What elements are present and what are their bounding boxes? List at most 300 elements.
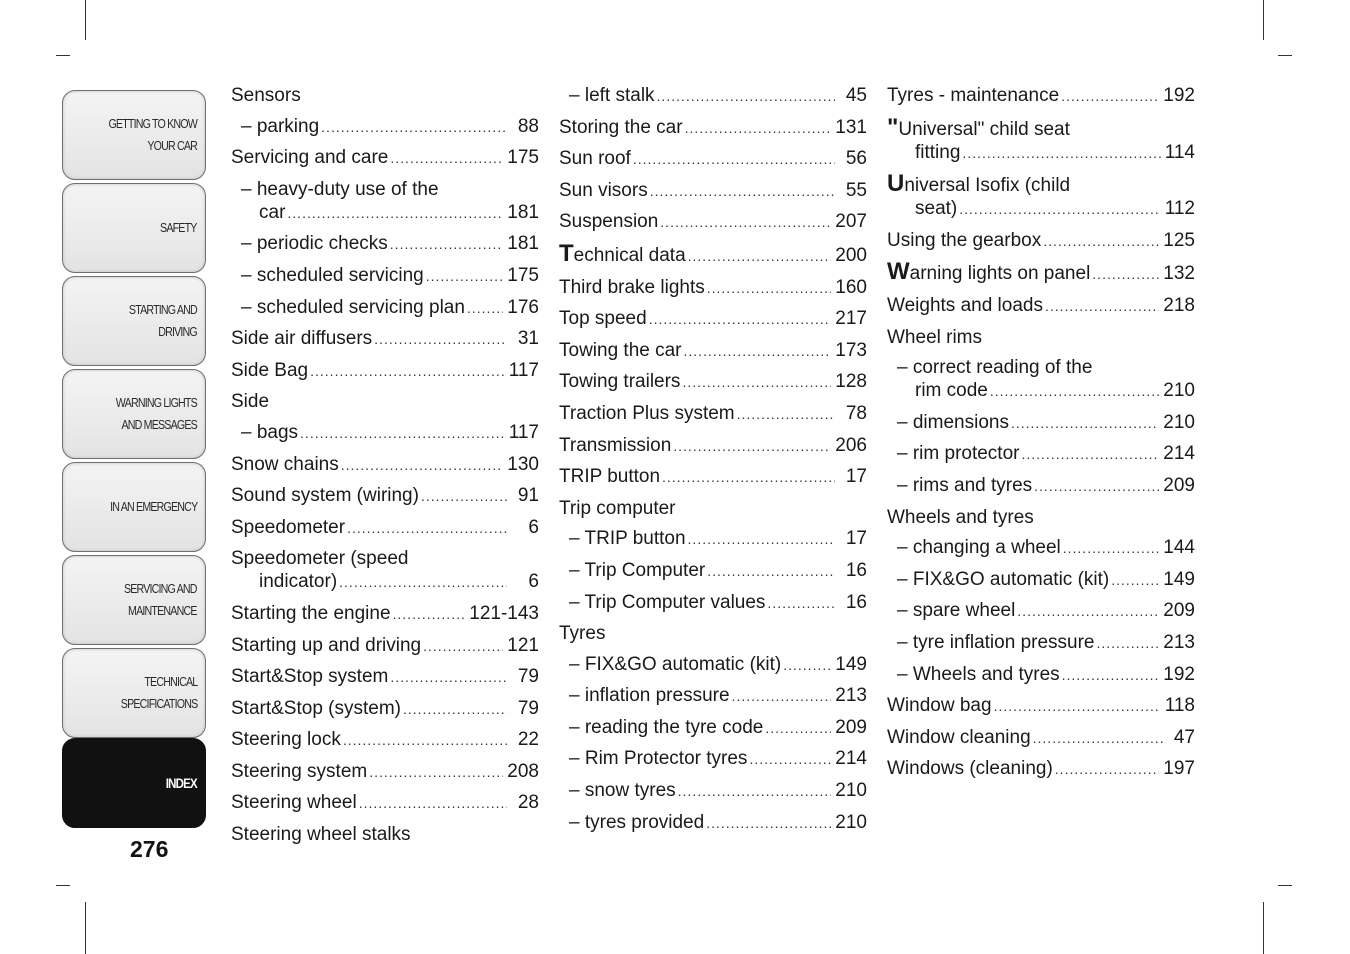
- page-ref: 31: [517, 328, 539, 350]
- index-entry[interactable]: [231, 453, 539, 477]
- tab-getting-to-know-your-car[interactable]: [62, 90, 206, 180]
- entry-line: [231, 390, 539, 413]
- entry-text: Towing trailers: [559, 371, 681, 393]
- index-entry[interactable]: [559, 527, 867, 551]
- entry-line: [887, 141, 1195, 165]
- entry-text: – FIX&GO automatic (kit): [569, 653, 782, 675]
- entry-text: – tyre inflation pressure: [897, 631, 1095, 653]
- page-ref: 218: [1163, 294, 1195, 316]
- entry-line: [559, 716, 867, 740]
- page-ref: 206: [835, 434, 867, 456]
- page-ref: 192: [1163, 85, 1195, 106]
- page-ref: 16: [845, 591, 867, 613]
- page-ref: 28: [517, 792, 539, 814]
- leader-dots: [673, 435, 831, 458]
- page-ref: 181: [507, 201, 539, 223]
- index-entry[interactable]: [231, 484, 539, 508]
- leader-dots: [678, 780, 832, 803]
- entry-line: [559, 527, 867, 551]
- entry-text: arning lights on panel: [909, 263, 1091, 285]
- index-entry[interactable]: [559, 402, 867, 426]
- crop-mark: [1263, 0, 1264, 40]
- leader-dots: [1045, 295, 1159, 318]
- index-entry[interactable]: [559, 307, 867, 331]
- crop-mark: [85, 0, 86, 40]
- leader-dots: [321, 116, 507, 139]
- index-entry[interactable]: [559, 779, 867, 803]
- entry-text-continued: indicator): [259, 571, 338, 593]
- entry-text: Start&Stop (system): [231, 697, 401, 719]
- entry-text: – bags: [241, 421, 299, 443]
- page-ref: 45: [845, 85, 867, 106]
- leader-dots: [994, 695, 1161, 718]
- index-entry[interactable]: [559, 434, 867, 458]
- entry-text: Starting up and driving: [231, 634, 422, 656]
- entry-line: [231, 359, 539, 383]
- entry-line: [231, 602, 539, 626]
- entry-text: – Trip Computer: [569, 559, 706, 581]
- leader-dots: [341, 454, 504, 477]
- leader-dots: [1055, 758, 1160, 781]
- entry-text: Snow chains: [231, 453, 339, 475]
- entry-text-continued: rim code: [915, 380, 988, 402]
- drop-letter: W: [887, 258, 910, 286]
- entry-line: [559, 434, 867, 458]
- entry-text: Sun visors: [559, 179, 648, 201]
- entry-line: [231, 453, 539, 477]
- page-ref: 56: [845, 148, 867, 170]
- leader-dots: [1097, 632, 1160, 655]
- entry-line: [231, 791, 539, 815]
- index-entry[interactable]: [231, 665, 539, 689]
- page-ref: 79: [517, 666, 539, 688]
- page-ref: 209: [835, 716, 867, 738]
- index-entry[interactable]: [559, 653, 867, 677]
- leader-dots: [421, 485, 507, 508]
- page-ref: 22: [517, 729, 539, 751]
- entry-text: – snow tyres: [569, 780, 676, 802]
- entry-text: Side Bag: [231, 359, 309, 381]
- page-ref: 121-143: [469, 602, 539, 624]
- entry-text: Side air diffusers: [231, 328, 373, 350]
- entry-line: [887, 411, 1195, 435]
- entry-line: [559, 591, 867, 615]
- entry-line: [231, 760, 539, 784]
- entry-text: – parking: [241, 115, 320, 137]
- leader-dots: [707, 277, 832, 300]
- page-ref: 112: [1164, 198, 1195, 220]
- entry-text: – reading the tyre code: [569, 716, 764, 738]
- index-heading: [231, 84, 539, 107]
- entry-line: [887, 197, 1195, 221]
- entry-line: [559, 747, 867, 771]
- entry-line: [559, 84, 867, 108]
- leader-dots: [649, 308, 832, 331]
- page-ref: 144: [1163, 537, 1195, 559]
- index-entry[interactable]: [559, 210, 867, 234]
- leader-dots: [403, 698, 507, 721]
- index-entry[interactable]: [231, 421, 539, 445]
- leader-dots: [633, 148, 835, 171]
- entry-line: [559, 370, 867, 394]
- index-entry[interactable]: [559, 339, 867, 363]
- index-entry[interactable]: [559, 147, 867, 171]
- leader-dots: [300, 422, 505, 445]
- entry-text: – periodic checks: [241, 233, 388, 255]
- entry-text: Wheels and tyres: [887, 506, 1034, 528]
- entry-line: [559, 307, 867, 331]
- leader-dots: [343, 729, 507, 752]
- page-ref: 17: [845, 466, 867, 488]
- leader-dots: [390, 666, 507, 689]
- entry-text: Windows (cleaning): [887, 758, 1053, 780]
- drop-letter: T: [559, 239, 574, 267]
- entry-line: [887, 663, 1195, 687]
- index-entry[interactable]: [559, 84, 867, 108]
- page-ref: 117: [508, 359, 539, 381]
- index-entry[interactable]: [887, 356, 1195, 403]
- entry-text: – Rim Protector tyres: [569, 748, 748, 770]
- leader-dots: [662, 466, 835, 489]
- leader-dots: [685, 117, 832, 140]
- tab-servicing-and-maintenance[interactable]: [62, 555, 206, 645]
- entry-text: Wheel rims: [887, 326, 983, 348]
- leader-dots: [393, 603, 466, 626]
- leader-dots: [1017, 600, 1159, 623]
- entry-line: [559, 779, 867, 803]
- entry-line: [231, 201, 539, 225]
- index-entry[interactable]: [887, 631, 1195, 655]
- leader-dots: [287, 202, 503, 225]
- entry-line: [887, 631, 1195, 655]
- page-ref: 131: [835, 116, 867, 138]
- index-heading: [559, 497, 867, 520]
- page-number: 276: [130, 836, 169, 862]
- leader-dots: [1021, 443, 1159, 466]
- entry-line: [231, 484, 539, 508]
- entry-line: [887, 294, 1195, 318]
- entry-text: Top speed: [559, 308, 647, 330]
- page-ref: 117: [508, 421, 539, 443]
- index-entry[interactable]: [887, 568, 1195, 592]
- entry-text: Trip computer: [559, 497, 676, 519]
- drop-letter: U: [887, 170, 905, 198]
- index-heading: [887, 326, 1195, 349]
- entry-line: [231, 232, 539, 256]
- index-entry[interactable]: [887, 172, 1195, 221]
- leader-dots: [990, 380, 1159, 403]
- index-entry[interactable]: [887, 757, 1195, 781]
- tab-label: IN AN EMERGENCY: [109, 499, 197, 514]
- index-entry[interactable]: [887, 694, 1195, 718]
- leader-dots: [660, 211, 831, 234]
- index-entry[interactable]: [887, 474, 1195, 498]
- page-ref: 6: [528, 516, 539, 538]
- page-ref: 209: [1163, 600, 1195, 622]
- entry-line: [559, 622, 867, 645]
- index-entry[interactable]: [559, 591, 867, 615]
- index-entry[interactable]: [231, 146, 539, 170]
- page-ref: 17: [845, 528, 867, 550]
- entry-text: Using the gearbox: [887, 229, 1042, 251]
- entry-line: [559, 339, 867, 363]
- entry-line: [559, 147, 867, 171]
- leader-dots: [347, 517, 507, 540]
- index-entry[interactable]: [559, 239, 867, 268]
- index-entry[interactable]: [231, 602, 539, 626]
- page-ref: 47: [1173, 726, 1195, 748]
- entry-line: [231, 570, 539, 594]
- index-heading: [231, 823, 539, 846]
- leader-dots: [737, 403, 835, 426]
- page-ref: 207: [835, 211, 867, 233]
- index-entry[interactable]: [231, 296, 539, 320]
- entry-line: [231, 728, 539, 752]
- entry-line: [559, 210, 867, 234]
- leader-dots: [650, 180, 835, 203]
- index-entry[interactable]: [887, 260, 1195, 286]
- page-ref: 192: [1163, 663, 1195, 685]
- entry-line: [887, 726, 1195, 750]
- index-entry[interactable]: [231, 264, 539, 288]
- page-ref: 210: [835, 811, 867, 833]
- page-ref: 160: [835, 276, 867, 298]
- entry-line: [887, 113, 1195, 141]
- leader-dots: [374, 328, 507, 351]
- index-entry[interactable]: [231, 697, 539, 721]
- leader-dots: [467, 297, 503, 320]
- leader-dots: [767, 592, 835, 615]
- entry-text: Traction Plus system: [559, 402, 735, 424]
- entry-text: – left stalk: [569, 85, 655, 106]
- tab-index[interactable]: [62, 738, 206, 828]
- index-entry[interactable]: [559, 559, 867, 583]
- page-ref: 128: [835, 371, 867, 393]
- page-ref: 181: [507, 233, 539, 255]
- index-entry[interactable]: [231, 760, 539, 784]
- index-entry[interactable]: [887, 663, 1195, 687]
- entry-line: [887, 442, 1195, 466]
- page-ref: 55: [845, 179, 867, 201]
- page-ref: 213: [1163, 631, 1195, 653]
- page-ref: 175: [507, 147, 539, 169]
- entry-text: Steering system: [231, 760, 368, 782]
- entry-line: [231, 327, 539, 351]
- leader-dots: [310, 360, 505, 383]
- entry-line: [887, 356, 1195, 379]
- entry-text: Tyres: [559, 623, 606, 645]
- entry-text: Storing the car: [559, 116, 683, 138]
- index-entry[interactable]: [887, 113, 1195, 165]
- leader-dots: [423, 635, 503, 658]
- entry-text: – FIX&GO automatic (kit): [897, 568, 1110, 590]
- page-ref: 79: [517, 697, 539, 719]
- index-entry[interactable]: [231, 634, 539, 658]
- entry-line: [231, 547, 539, 570]
- tab-label: INDEX: [166, 775, 197, 791]
- entry-text: – Wheels and tyres: [897, 663, 1060, 685]
- entry-text: – inflation pressure: [569, 685, 730, 707]
- index-entry[interactable]: [559, 747, 867, 771]
- tab-warning-lights[interactable]: [62, 369, 206, 459]
- leader-dots: [390, 233, 504, 256]
- tab-label: SERVICING AND MAINTENANCE: [124, 581, 197, 618]
- page-ref: 197: [1163, 758, 1195, 780]
- index-entry[interactable]: [887, 229, 1195, 253]
- index-entry[interactable]: [231, 547, 539, 594]
- entry-text: – scheduled servicing: [241, 264, 424, 286]
- leader-dots: [1011, 412, 1159, 435]
- crop-mark: [85, 902, 86, 954]
- entry-line: [231, 115, 539, 139]
- page-ref: 118: [1164, 695, 1195, 717]
- page-ref: 6: [528, 571, 539, 593]
- entry-line: [559, 559, 867, 583]
- entry-text: Speedometer (speed: [231, 548, 409, 570]
- leader-dots: [962, 142, 1160, 165]
- entry-text: Suspension: [559, 211, 659, 233]
- entry-text: Servicing and care: [231, 147, 389, 169]
- leader-dots: [1063, 537, 1160, 560]
- index-entry[interactable]: [559, 116, 867, 140]
- tab-safety[interactable]: [62, 183, 206, 273]
- page-ref: 213: [835, 685, 867, 707]
- leader-dots: [1034, 475, 1159, 498]
- index-entry[interactable]: [231, 359, 539, 383]
- entry-line: [559, 811, 867, 835]
- page-ref: 214: [1163, 443, 1195, 465]
- index-entry[interactable]: [887, 536, 1195, 560]
- index-entry[interactable]: [559, 811, 867, 835]
- leader-dots: [1033, 727, 1163, 750]
- page-ref: 210: [835, 780, 867, 802]
- leader-dots: [706, 812, 831, 835]
- entry-line: [231, 634, 539, 658]
- entry-line: [231, 697, 539, 721]
- leader-dots: [426, 265, 504, 288]
- leader-dots: [1061, 85, 1159, 108]
- page-ref: 121: [507, 634, 539, 656]
- entry-text: Weights and loads: [887, 294, 1043, 316]
- page-ref: 149: [835, 653, 867, 675]
- index-entry[interactable]: [559, 370, 867, 394]
- entry-line: [887, 84, 1195, 108]
- entry-line: [887, 474, 1195, 498]
- entry-text: Tyres - maintenance: [887, 85, 1060, 106]
- entry-line: [887, 536, 1195, 560]
- entry-line: [887, 757, 1195, 781]
- entry-line: [231, 823, 539, 846]
- index-entry[interactable]: [559, 465, 867, 489]
- entry-line: [887, 229, 1195, 253]
- page-ref: 130: [507, 453, 539, 475]
- index-column-3: [887, 84, 1195, 789]
- index-entry[interactable]: [887, 442, 1195, 466]
- index-entry[interactable]: [231, 232, 539, 256]
- entry-text: echnical data: [573, 244, 686, 266]
- tab-technical-specifications[interactable]: [62, 648, 206, 738]
- index-entry[interactable]: [559, 716, 867, 740]
- index-entry[interactable]: [887, 411, 1195, 435]
- entry-line: [231, 516, 539, 540]
- index-heading: [559, 622, 867, 645]
- index-entry[interactable]: [559, 179, 867, 203]
- entry-line: [559, 116, 867, 140]
- entry-text: – rim protector: [897, 443, 1020, 465]
- entry-line: [559, 402, 867, 426]
- leader-dots: [657, 85, 835, 108]
- index-entry[interactable]: [559, 276, 867, 300]
- leader-dots: [707, 560, 835, 583]
- entry-line: [887, 599, 1195, 623]
- leader-dots: [359, 792, 507, 815]
- entry-text: Steering wheel: [231, 792, 357, 814]
- index-entry[interactable]: [231, 728, 539, 752]
- index-entry[interactable]: [887, 726, 1195, 750]
- entry-line: [231, 146, 539, 170]
- entry-line: [887, 694, 1195, 718]
- entry-line: [231, 178, 539, 201]
- entry-line: [887, 568, 1195, 592]
- entry-line: [559, 684, 867, 708]
- tab-starting-and-driving[interactable]: [62, 276, 206, 366]
- entry-text: – heavy-duty use of the: [241, 178, 439, 200]
- leader-dots: [749, 748, 831, 771]
- entry-text: Steering wheel stalks: [231, 824, 411, 846]
- page-ref: 125: [1163, 229, 1195, 251]
- leader-dots: [783, 654, 831, 677]
- index-entry[interactable]: [231, 115, 539, 139]
- leader-dots: [1092, 263, 1159, 286]
- index-heading: [887, 506, 1195, 529]
- entry-text: TRIP button: [559, 466, 661, 488]
- page-ref: 114: [1164, 141, 1195, 163]
- entry-text: Third brake lights: [559, 276, 705, 298]
- entry-text: – Trip Computer values: [569, 591, 766, 613]
- entry-text: Transmission: [559, 434, 672, 456]
- index-entry[interactable]: [887, 84, 1195, 108]
- index-column-2: [559, 84, 867, 842]
- entry-line: [887, 260, 1195, 286]
- index-entry[interactable]: [231, 178, 539, 225]
- leader-dots: [688, 245, 832, 268]
- tab-label: WARNING LIGHTS AND MESSAGES: [115, 395, 197, 432]
- entry-text: – dimensions: [897, 411, 1009, 433]
- entry-line: [559, 497, 867, 520]
- index-entry[interactable]: [559, 684, 867, 708]
- page-ref: 176: [507, 296, 539, 318]
- index-entry[interactable]: [231, 516, 539, 540]
- leader-dots: [688, 528, 835, 551]
- entry-text: – spare wheel: [897, 600, 1016, 622]
- tab-label: GETTING TO KNOW YOUR CAR: [108, 116, 197, 153]
- index-entry[interactable]: [231, 791, 539, 815]
- leader-dots: [390, 147, 503, 170]
- leader-dots: [369, 761, 503, 784]
- crop-mark: [1278, 55, 1292, 56]
- index-entry[interactable]: [887, 294, 1195, 318]
- crop-mark: [56, 885, 70, 886]
- entry-text: – TRIP button: [569, 528, 686, 550]
- crop-mark: [1263, 902, 1264, 954]
- entry-text: Sun roof: [559, 148, 631, 170]
- tab-in-an-emergency[interactable]: [62, 462, 206, 552]
- leader-dots: [684, 340, 832, 363]
- index-entry[interactable]: [231, 327, 539, 351]
- entry-line: [231, 421, 539, 445]
- index-entry[interactable]: [887, 599, 1195, 623]
- page-ref: 217: [835, 308, 867, 330]
